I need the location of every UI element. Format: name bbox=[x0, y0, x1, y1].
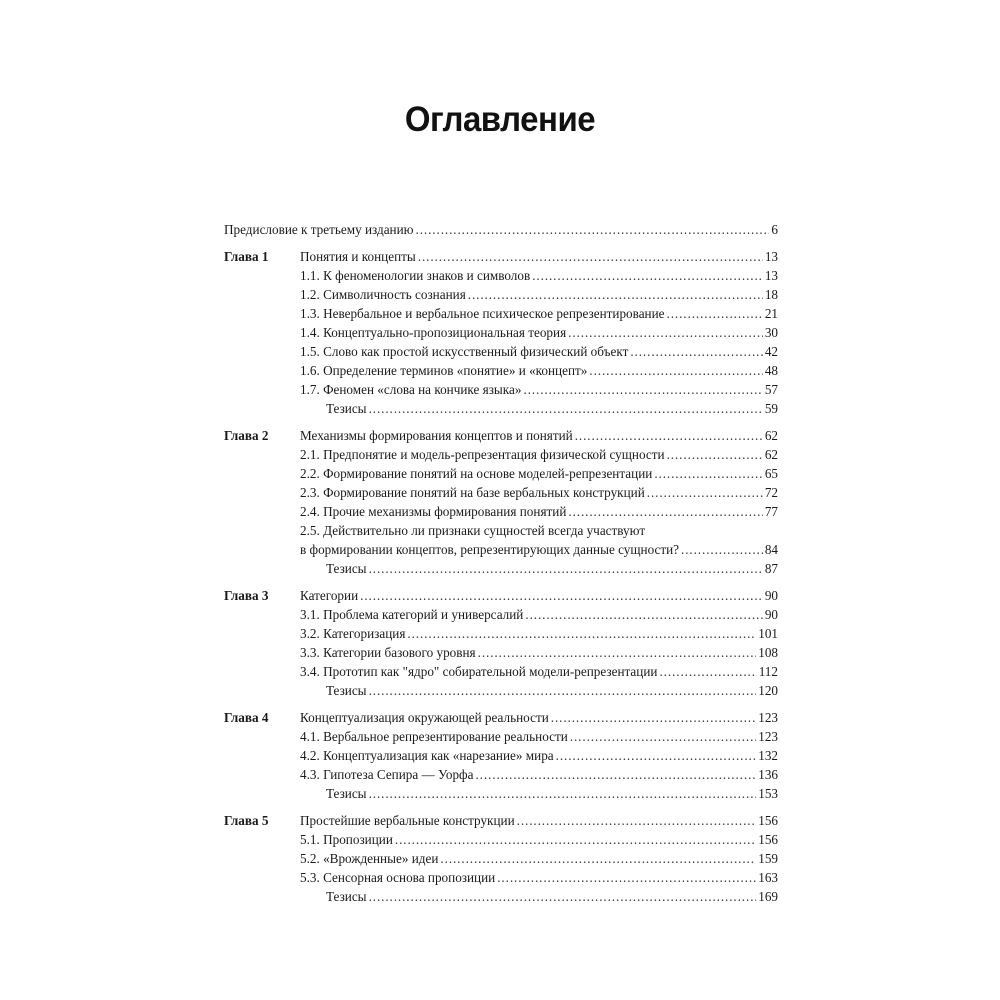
dot-leader bbox=[395, 830, 756, 849]
toc-entry-section[interactable] bbox=[300, 868, 778, 887]
chapter-number: Глава 4 bbox=[224, 710, 269, 725]
toc-page-number: 72 bbox=[764, 485, 778, 500]
dot-leader bbox=[440, 849, 756, 868]
toc-entry-section[interactable] bbox=[300, 624, 778, 643]
toc-page-number: 132 bbox=[758, 748, 778, 763]
dot-leader bbox=[475, 765, 756, 784]
toc-entry-section[interactable] bbox=[300, 342, 778, 361]
toc-entry-label: 3.1. Проблема категорий и универсалий bbox=[300, 607, 524, 622]
toc-entry-theses[interactable] bbox=[300, 784, 778, 803]
toc-entry-label: 5.3. Сенсорная основа пропозиции bbox=[300, 870, 496, 885]
toc-entry-section[interactable] bbox=[300, 361, 778, 380]
toc-entry-label: Концептуализация окружающей реальности bbox=[300, 710, 549, 725]
chapter-number: Глава 3 bbox=[224, 588, 269, 603]
toc-page-number: 65 bbox=[764, 466, 778, 481]
toc-entry-label: Тезисы bbox=[326, 786, 367, 801]
toc-page-number: 48 bbox=[764, 363, 778, 378]
toc-entry-label: 1.2. Символичность сознания bbox=[300, 287, 466, 302]
dot-leader bbox=[532, 266, 763, 285]
toc-entry-label: 3.3. Категории базового уровня bbox=[300, 645, 476, 660]
toc-page-number: 84 bbox=[764, 542, 778, 557]
chapter-number: Глава 1 bbox=[224, 249, 269, 264]
dot-leader bbox=[523, 380, 762, 399]
toc-entry-label: 1.7. Феномен «слова на кончике языка» bbox=[300, 382, 522, 397]
toc-entry-section[interactable] bbox=[300, 304, 778, 323]
toc-page-number: 6 bbox=[771, 222, 778, 237]
toc-page-number: 123 bbox=[758, 729, 778, 744]
dot-leader bbox=[497, 868, 756, 887]
toc-entry-label: 2.2. Формирование понятий на основе моделей-репрезентации bbox=[300, 466, 653, 481]
toc-entry-section[interactable] bbox=[300, 445, 778, 464]
toc-page-number: 112 bbox=[758, 664, 778, 679]
toc-entry-label: 4.3. Гипотеза Сепира — Уорфа bbox=[300, 767, 474, 782]
dot-leader bbox=[667, 304, 763, 323]
toc-entry-label: Тезисы bbox=[326, 401, 367, 416]
toc-page-number: 163 bbox=[758, 870, 778, 885]
toc-page-number: 62 bbox=[764, 447, 778, 462]
toc-page-number: 156 bbox=[758, 813, 778, 828]
toc-entry-label-line1: 2.5. Действительно ли признаки сущностей всегда участвуют bbox=[300, 523, 646, 538]
toc-page-number: 123 bbox=[758, 710, 778, 725]
toc-entry-label: 3.4. Прототип как "ядро" собирательной модели-репрезентации bbox=[300, 664, 658, 679]
toc-entry-label: Тезисы bbox=[326, 683, 367, 698]
dot-leader bbox=[369, 887, 757, 906]
toc-entry-label: 2.1. Предпонятие и модель-репрезентация физической сущности bbox=[300, 447, 665, 462]
toc-entry-section[interactable] bbox=[300, 605, 778, 624]
toc-entry-section[interactable] bbox=[300, 464, 778, 483]
toc-entry-theses[interactable] bbox=[300, 399, 778, 418]
toc-entry-label: Предисловие к третьему изданию bbox=[224, 222, 414, 237]
toc-entry-section[interactable] bbox=[300, 502, 778, 521]
toc-entry-theses[interactable] bbox=[300, 681, 778, 700]
toc-page-number: 108 bbox=[758, 645, 778, 660]
dot-leader bbox=[478, 643, 757, 662]
toc-page-number: 13 bbox=[764, 268, 778, 283]
toc-entry-label: Простейшие вербальные конструкции bbox=[300, 813, 515, 828]
dot-leader bbox=[525, 605, 762, 624]
dot-leader bbox=[416, 220, 770, 239]
table-of-contents bbox=[224, 220, 778, 914]
toc-entry-label: 1.4. Концептуально-пропозициональная теория bbox=[300, 325, 567, 340]
dot-leader bbox=[575, 426, 763, 445]
toc-entry-section[interactable] bbox=[300, 765, 778, 784]
toc-page-number: 42 bbox=[764, 344, 778, 359]
dot-leader bbox=[556, 746, 757, 765]
toc-entry-label: 1.1. К феноменологии знаков и символов bbox=[300, 268, 531, 283]
chapter-block bbox=[224, 586, 778, 700]
chapter-number: Глава 2 bbox=[224, 428, 269, 443]
toc-page-number: 62 bbox=[764, 428, 778, 443]
dot-leader bbox=[369, 559, 763, 578]
toc-page-number: 30 bbox=[764, 325, 778, 340]
toc-entry-label: Категории bbox=[300, 588, 359, 603]
toc-entry-label-line2: в формировании концептов, репрезентирующих данные сущности? bbox=[300, 542, 680, 557]
toc-page-number: 90 bbox=[764, 607, 778, 622]
toc-page-number: 136 bbox=[758, 767, 778, 782]
dot-leader bbox=[654, 464, 762, 483]
dot-leader bbox=[369, 784, 757, 803]
dot-leader bbox=[407, 624, 756, 643]
toc-entry-section[interactable] bbox=[300, 830, 778, 849]
dot-leader bbox=[568, 502, 762, 521]
toc-entry-label: Механизмы формирования концептов и понятий bbox=[300, 428, 573, 443]
toc-entry-chapter[interactable] bbox=[300, 426, 778, 445]
toc-entry-section[interactable] bbox=[300, 643, 778, 662]
toc-entry-section[interactable] bbox=[300, 849, 778, 868]
toc-entry-label: 4.2. Концептуализация как «нарезание» мира bbox=[300, 748, 554, 763]
toc-entry-chapter[interactable] bbox=[300, 586, 778, 605]
dot-leader bbox=[589, 361, 762, 380]
page-title: Оглавление bbox=[404, 98, 596, 139]
toc-entry-section[interactable] bbox=[300, 380, 778, 399]
toc-page-number: 57 bbox=[764, 382, 778, 397]
toc-entry-label: 3.2. Категоризация bbox=[300, 626, 406, 641]
toc-entry-section[interactable] bbox=[300, 266, 778, 285]
toc-entry-section[interactable] bbox=[300, 483, 778, 502]
chapter-block bbox=[224, 708, 778, 803]
toc-entry-chapter[interactable] bbox=[300, 247, 778, 266]
dot-leader bbox=[360, 586, 763, 605]
toc-entry-label: 5.2. «Врожденные» идеи bbox=[300, 851, 439, 866]
dot-leader bbox=[630, 342, 762, 361]
dot-leader bbox=[659, 662, 756, 681]
toc-entry-label: Понятия и концепты bbox=[300, 249, 416, 264]
toc-entry-label: 2.3. Формирование понятий на базе вербальных конструкций bbox=[300, 485, 645, 500]
toc-page-number: 59 bbox=[764, 401, 778, 416]
toc-page-number: 101 bbox=[758, 626, 778, 641]
toc-entry-preface[interactable] bbox=[224, 220, 778, 239]
toc-page-number: 13 bbox=[764, 249, 778, 264]
toc-entry-section[interactable] bbox=[300, 746, 778, 765]
dot-leader bbox=[568, 323, 763, 342]
chapter-block bbox=[224, 811, 778, 906]
toc-entry-section[interactable] bbox=[300, 285, 778, 304]
toc-entry-label: 2.4. Прочие механизмы формирования понятий bbox=[300, 504, 567, 519]
toc-page-number: 21 bbox=[764, 306, 778, 321]
toc-page-number: 87 bbox=[764, 561, 778, 576]
toc-page-number: 159 bbox=[758, 851, 778, 866]
toc-entry-chapter[interactable] bbox=[300, 811, 778, 830]
toc-page-number: 90 bbox=[764, 588, 778, 603]
toc-entry-section[interactable] bbox=[300, 662, 778, 681]
dot-leader bbox=[418, 247, 763, 266]
dot-leader bbox=[517, 811, 757, 830]
dot-leader bbox=[369, 399, 763, 418]
dot-leader bbox=[681, 540, 763, 559]
toc-page-number: 153 bbox=[758, 786, 778, 801]
dot-leader bbox=[570, 727, 756, 746]
dot-leader bbox=[551, 708, 756, 727]
toc-entry-label: 1.5. Слово как простой искусственный физический объект bbox=[300, 344, 629, 359]
toc-entry-section-multiline[interactable] bbox=[300, 521, 778, 559]
dot-leader bbox=[369, 681, 757, 700]
dot-leader bbox=[647, 483, 763, 502]
toc-page-number: 77 bbox=[764, 504, 778, 519]
toc-entry-label: 1.3. Невербальное и вербальное психическое репрезентирование bbox=[300, 306, 665, 321]
toc-page-number: 169 bbox=[758, 889, 778, 904]
toc-entry-label: 4.1. Вербальное репрезентирование реальности bbox=[300, 729, 568, 744]
dot-leader bbox=[468, 285, 763, 304]
chapter-number: Глава 5 bbox=[224, 813, 269, 828]
toc-entry-chapter[interactable] bbox=[300, 708, 778, 727]
toc-entry-label: Тезисы bbox=[326, 561, 367, 576]
toc-entry-section[interactable] bbox=[300, 727, 778, 746]
toc-entry-section[interactable] bbox=[300, 323, 778, 342]
dot-leader bbox=[667, 445, 763, 464]
toc-page-number: 156 bbox=[758, 832, 778, 847]
toc-entry-label: Тезисы bbox=[326, 889, 367, 904]
toc-page-number: 120 bbox=[758, 683, 778, 698]
toc-entry-theses[interactable] bbox=[300, 559, 778, 578]
toc-page-number: 18 bbox=[764, 287, 778, 302]
toc-entry-label: 5.1. Пропозиции bbox=[300, 832, 393, 847]
chapter-block bbox=[224, 247, 778, 418]
toc-entry-theses[interactable] bbox=[300, 887, 778, 906]
chapter-block bbox=[224, 426, 778, 578]
toc-entry-label: 1.6. Определение терминов «понятие» и «концепт» bbox=[300, 363, 588, 378]
